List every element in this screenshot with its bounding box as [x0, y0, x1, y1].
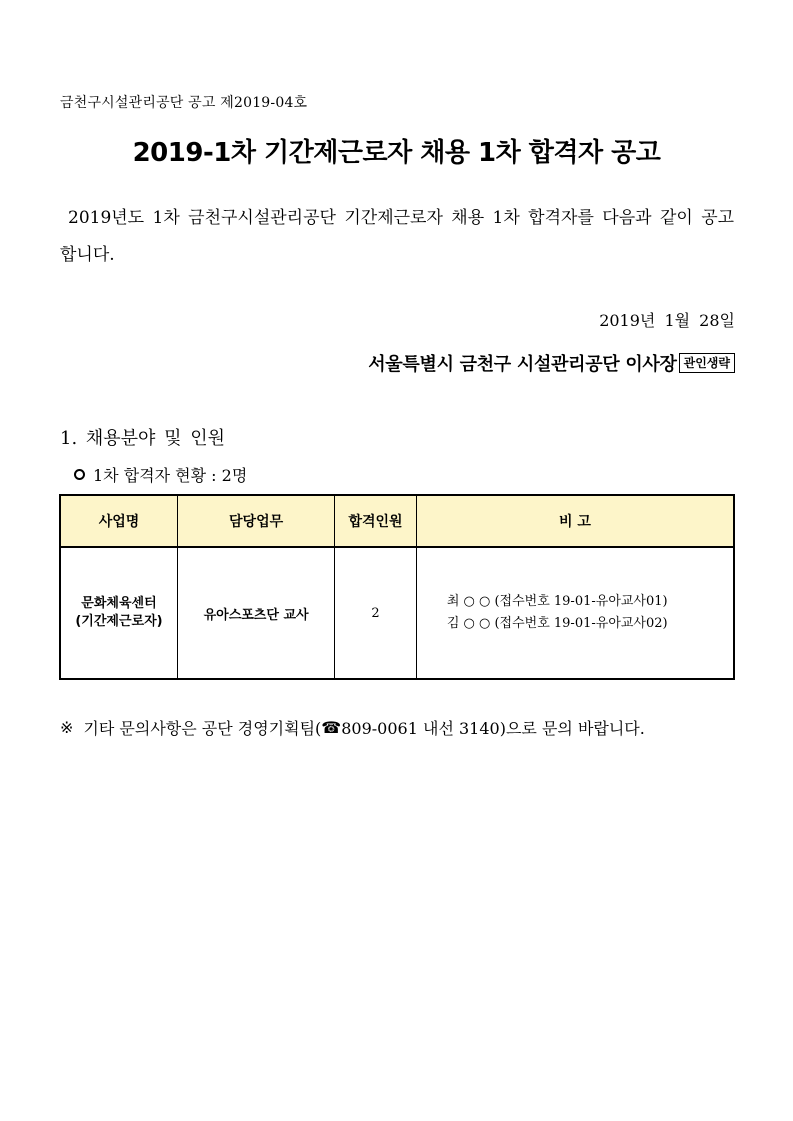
- remarks-cell: [416, 547, 734, 679]
- reference-mark: ※: [60, 718, 74, 737]
- column-header: 사업명: [60, 495, 177, 547]
- signer-block: [368, 350, 735, 376]
- notice-number: 금천구시설관리공단 공고 제2019-04호: [60, 95, 308, 111]
- column-header: 합격인원: [335, 495, 417, 547]
- announcement-date: 2019년 1월 28일: [599, 311, 735, 330]
- sub-heading: [74, 463, 247, 486]
- result-table: [59, 494, 735, 680]
- remark-line: 김 ○ ○ (접수번호 19-01-유아교사02): [446, 616, 668, 631]
- footnote-prefix: 기타 문의사항은 공단 경영기획팀(: [83, 719, 322, 738]
- dept-cell: [60, 547, 177, 679]
- dept-name: 문화체육센터: [81, 596, 157, 611]
- phone-icon: ☎: [321, 718, 342, 737]
- footnote-suffix: 809-0061 내선 3140)으로 문의 바랍니다.: [341, 719, 645, 738]
- table-header-row: [60, 495, 734, 547]
- remark-line: 최 ○ ○ (접수번호 19-01-유아교사01): [446, 594, 668, 609]
- signer-name: 서울특별시 금천구 시설관리공단 이사장: [368, 354, 677, 375]
- count-cell: 2: [335, 547, 417, 679]
- seal-omitted-stamp: 관인생략: [679, 353, 735, 373]
- page-title: 2019-1차 기간제근로자 채용 1차 합격자 공고: [132, 138, 661, 168]
- duty-cell: 유아스포츠단 교사: [177, 547, 334, 679]
- column-header: 비 고: [416, 495, 734, 547]
- column-header: 담당업무: [177, 495, 334, 547]
- intro-paragraph: 2019년도 1차 금천구시설관리공단 기간제근로자 채용 1차 합격자를 다음과 같이 공고 합니다.: [60, 208, 735, 265]
- circle-bullet-icon: [74, 469, 85, 480]
- sub-heading-text: 1차 합격자 현황 : 2명: [93, 466, 248, 485]
- table-row: [60, 547, 734, 679]
- section-heading: 1. 채용분야 및 인원: [60, 428, 226, 449]
- dept-type: (기간제근로자): [75, 614, 163, 629]
- footnote: [60, 716, 645, 739]
